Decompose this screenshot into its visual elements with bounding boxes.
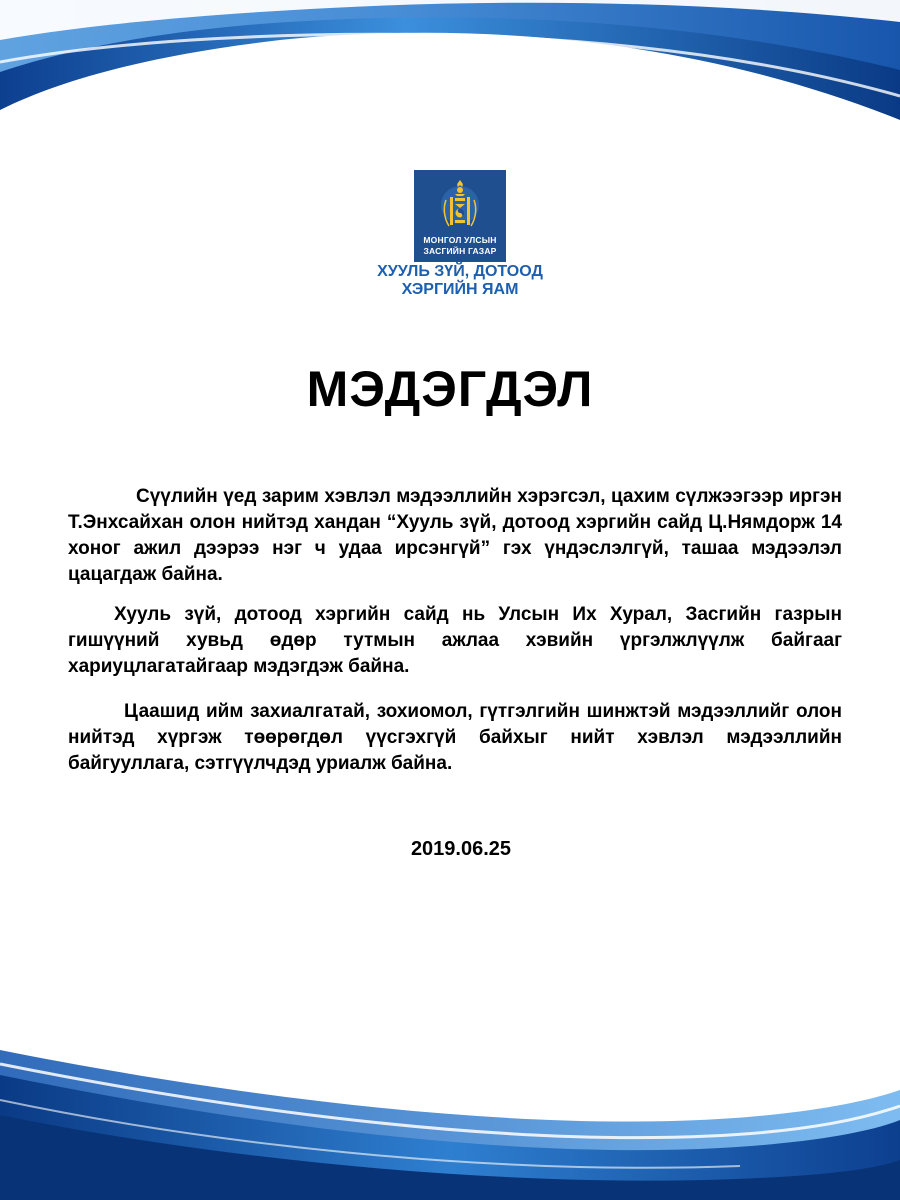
ministry-name-line-2: ХЭРГИЙН ЯАМ [401, 281, 519, 298]
bottom-wave-decoration [0, 1020, 900, 1200]
document-date: 2019.06.25 [410, 838, 512, 860]
ministry-name-line-1: ХУУЛЬ ЗҮЙ, ДОТООД [377, 263, 543, 280]
paragraph-2: Хууль зүй, дотоод хэргийн сайд нь Улсын Их Хурал, Засгийн газрын гишүүний хувьд өдөр тутмын ажлаа хэвийн үргэлжлүүлж байгааг хариуцлагатайгаар мэдэгдэж байна. [68, 604, 842, 677]
government-logo [414, 170, 506, 262]
paragraph-3: Цаашид ийм захиалгатай, зохиомол, гүтгэлгийн шинжтэй мэдээллийг олон нийтэд хүргэж төөрөгдөл үүсгэхгүй байхыг нийт хэвлэл мэдээллийн байгууллага, сэтгүүлчдэд уриалж байна. [68, 701, 842, 774]
top-wave-decoration [0, 0, 900, 130]
paragraph-1: Сүүлийн үед зарим хэвлэл мэдээллийн хэрэгсэл, цахим сүлжээгээр иргэн Т.Энхсайхан олон нийтэд хандан “Хууль зүй, дотоод хэргийн сайд Ц.Нямдорж 14 хоног ажил дээрээ нэг ч удаа ирсэнгүй” гэх үндэслэлгүй, ташаа мэдээлэл цацагдаж байна. [68, 486, 842, 585]
logo-text-line-2: ЗАСГИЙН ГАЗАР [423, 246, 497, 256]
logo-text-line-1: МОНГОЛ УЛСЫН [423, 235, 497, 245]
document-title: МЭДЭГДЭЛ [306, 361, 594, 417]
soyombo-emblem-icon [440, 176, 480, 234]
